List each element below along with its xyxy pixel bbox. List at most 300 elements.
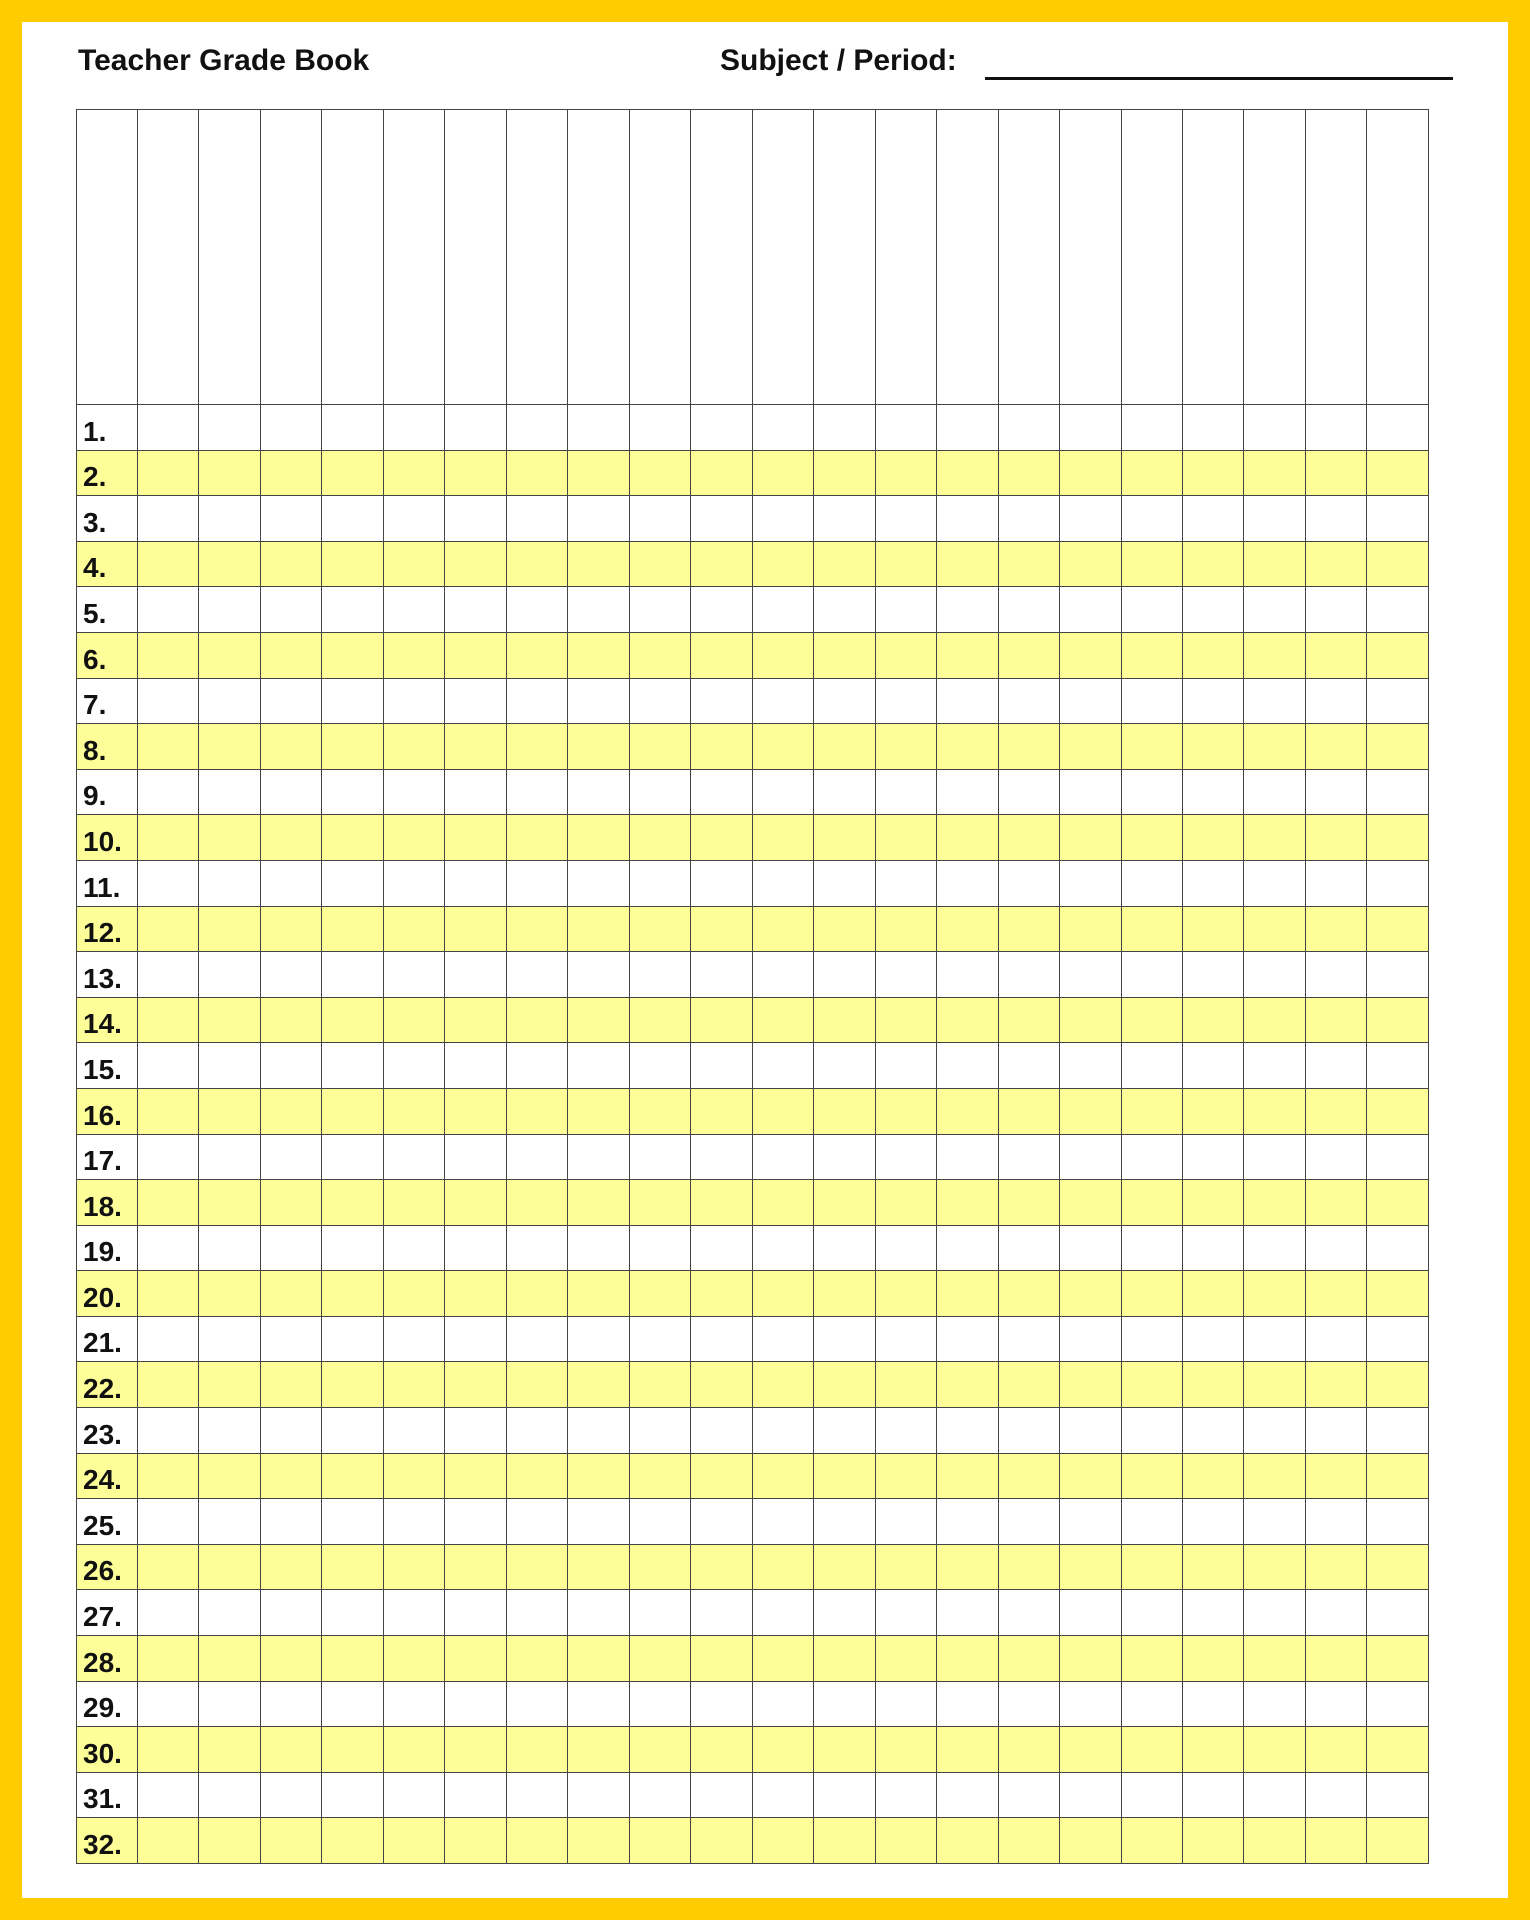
grade-cell[interactable] [1182, 1636, 1243, 1682]
grade-cell[interactable] [322, 952, 383, 998]
grade-cell[interactable] [138, 1180, 199, 1226]
grade-cell[interactable] [629, 724, 690, 770]
grade-cell[interactable] [322, 496, 383, 542]
grade-cell[interactable] [199, 450, 260, 496]
grade-cell[interactable] [752, 1271, 813, 1317]
grade-cell[interactable] [506, 997, 567, 1043]
grade-cell[interactable] [138, 815, 199, 861]
grade-cell[interactable] [1367, 1408, 1429, 1454]
grade-cell[interactable] [691, 860, 752, 906]
grade-cell[interactable] [383, 541, 444, 587]
grade-cell[interactable] [1121, 1088, 1182, 1134]
grade-cell[interactable] [322, 1453, 383, 1499]
grade-cell[interactable] [1060, 1043, 1121, 1089]
grade-cell[interactable] [998, 632, 1059, 678]
grade-cell[interactable] [875, 678, 936, 724]
grade-cell[interactable] [506, 1225, 567, 1271]
grade-cell[interactable] [1121, 906, 1182, 952]
grade-cell[interactable] [629, 450, 690, 496]
grade-cell[interactable] [1244, 1225, 1305, 1271]
grade-cell[interactable] [1121, 1453, 1182, 1499]
grade-cell[interactable] [260, 1043, 321, 1089]
grade-cell[interactable] [383, 1088, 444, 1134]
grade-cell[interactable] [260, 1088, 321, 1134]
grade-cell[interactable] [138, 1681, 199, 1727]
grade-cell[interactable] [568, 1225, 629, 1271]
grade-cell[interactable] [322, 1134, 383, 1180]
grade-cell[interactable] [568, 1453, 629, 1499]
assignment-header-cell[interactable] [875, 110, 936, 405]
grade-cell[interactable] [322, 1772, 383, 1818]
grade-cell[interactable] [691, 405, 752, 451]
grade-cell[interactable] [1244, 1408, 1305, 1454]
grade-cell[interactable] [506, 678, 567, 724]
grade-cell[interactable] [691, 1772, 752, 1818]
grade-cell[interactable] [260, 1408, 321, 1454]
grade-cell[interactable] [322, 769, 383, 815]
grade-cell[interactable] [506, 906, 567, 952]
grade-cell[interactable] [568, 906, 629, 952]
assignment-header-cell[interactable] [568, 110, 629, 405]
grade-cell[interactable] [752, 1134, 813, 1180]
grade-cell[interactable] [937, 1134, 998, 1180]
grade-cell[interactable] [383, 1590, 444, 1636]
grade-cell[interactable] [1182, 1043, 1243, 1089]
grade-cell[interactable] [138, 632, 199, 678]
grade-cell[interactable] [568, 632, 629, 678]
grade-cell[interactable] [138, 1408, 199, 1454]
grade-cell[interactable] [875, 1727, 936, 1773]
grade-cell[interactable] [322, 405, 383, 451]
grade-cell[interactable] [1060, 1316, 1121, 1362]
grade-cell[interactable] [691, 1408, 752, 1454]
grade-cell[interactable] [322, 541, 383, 587]
grade-cell[interactable] [260, 1818, 321, 1864]
grade-cell[interactable] [1367, 1818, 1429, 1864]
grade-cell[interactable] [629, 860, 690, 906]
grade-cell[interactable] [1244, 496, 1305, 542]
grade-cell[interactable] [260, 1180, 321, 1226]
grade-cell[interactable] [1121, 1636, 1182, 1682]
grade-cell[interactable] [138, 1727, 199, 1773]
grade-cell[interactable] [138, 1271, 199, 1317]
grade-cell[interactable] [199, 1499, 260, 1545]
grade-cell[interactable] [1060, 952, 1121, 998]
assignment-header-cell[interactable] [1244, 110, 1305, 405]
grade-cell[interactable] [875, 496, 936, 542]
grade-cell[interactable] [1060, 860, 1121, 906]
grade-cell[interactable] [1305, 1636, 1366, 1682]
grade-cell[interactable] [814, 860, 875, 906]
grade-cell[interactable] [199, 906, 260, 952]
grade-cell[interactable] [383, 1681, 444, 1727]
grade-cell[interactable] [1060, 815, 1121, 861]
grade-cell[interactable] [506, 1499, 567, 1545]
grade-cell[interactable] [629, 769, 690, 815]
grade-cell[interactable] [138, 678, 199, 724]
grade-cell[interactable] [814, 1590, 875, 1636]
grade-cell[interactable] [199, 1590, 260, 1636]
grade-cell[interactable] [138, 587, 199, 633]
grade-cell[interactable] [1367, 1636, 1429, 1682]
grade-cell[interactable] [1305, 1408, 1366, 1454]
grade-cell[interactable] [1182, 450, 1243, 496]
grade-cell[interactable] [1367, 632, 1429, 678]
grade-cell[interactable] [937, 1590, 998, 1636]
grade-cell[interactable] [752, 906, 813, 952]
grade-cell[interactable] [506, 541, 567, 587]
grade-cell[interactable] [1060, 1772, 1121, 1818]
grade-cell[interactable] [506, 450, 567, 496]
grade-cell[interactable] [260, 1636, 321, 1682]
grade-cell[interactable] [1305, 1681, 1366, 1727]
grade-cell[interactable] [629, 906, 690, 952]
grade-cell[interactable] [445, 1499, 506, 1545]
grade-cell[interactable] [1182, 952, 1243, 998]
grade-cell[interactable] [568, 1544, 629, 1590]
grade-cell[interactable] [998, 1225, 1059, 1271]
grade-cell[interactable] [1121, 405, 1182, 451]
grade-cell[interactable] [629, 1271, 690, 1317]
grade-cell[interactable] [260, 1590, 321, 1636]
grade-cell[interactable] [752, 1772, 813, 1818]
grade-cell[interactable] [1060, 1453, 1121, 1499]
grade-cell[interactable] [1121, 1590, 1182, 1636]
grade-cell[interactable] [445, 1590, 506, 1636]
grade-cell[interactable] [1305, 1590, 1366, 1636]
grade-cell[interactable] [383, 906, 444, 952]
grade-cell[interactable] [875, 1636, 936, 1682]
grade-cell[interactable] [1305, 860, 1366, 906]
grade-cell[interactable] [875, 769, 936, 815]
grade-cell[interactable] [998, 1772, 1059, 1818]
grade-cell[interactable] [445, 1681, 506, 1727]
grade-cell[interactable] [1060, 496, 1121, 542]
grade-cell[interactable] [1244, 860, 1305, 906]
grade-cell[interactable] [1182, 1134, 1243, 1180]
assignment-header-cell[interactable] [260, 110, 321, 405]
grade-cell[interactable] [1182, 1362, 1243, 1408]
grade-cell[interactable] [322, 1590, 383, 1636]
assignment-header-cell[interactable] [1367, 110, 1429, 405]
grade-cell[interactable] [1060, 1225, 1121, 1271]
grade-cell[interactable] [814, 1772, 875, 1818]
grade-cell[interactable] [445, 1043, 506, 1089]
grade-cell[interactable] [629, 678, 690, 724]
grade-cell[interactable] [506, 860, 567, 906]
grade-cell[interactable] [260, 632, 321, 678]
grade-cell[interactable] [568, 952, 629, 998]
grade-cell[interactable] [383, 952, 444, 998]
grade-cell[interactable] [1060, 1499, 1121, 1545]
grade-cell[interactable] [814, 1180, 875, 1226]
grade-cell[interactable] [1305, 1043, 1366, 1089]
grade-cell[interactable] [260, 1225, 321, 1271]
grade-cell[interactable] [1060, 450, 1121, 496]
grade-cell[interactable] [568, 1499, 629, 1545]
grade-cell[interactable] [1244, 1727, 1305, 1773]
grade-cell[interactable] [260, 1134, 321, 1180]
grade-cell[interactable] [629, 952, 690, 998]
grade-cell[interactable] [260, 1544, 321, 1590]
grade-cell[interactable] [199, 1271, 260, 1317]
grade-cell[interactable] [1182, 1088, 1243, 1134]
grade-cell[interactable] [752, 587, 813, 633]
grade-cell[interactable] [1060, 769, 1121, 815]
grade-cell[interactable] [752, 632, 813, 678]
grade-cell[interactable] [383, 1316, 444, 1362]
grade-cell[interactable] [138, 769, 199, 815]
grade-cell[interactable] [814, 1362, 875, 1408]
grade-cell[interactable] [1305, 1088, 1366, 1134]
grade-cell[interactable] [937, 952, 998, 998]
grade-cell[interactable] [568, 1590, 629, 1636]
grade-cell[interactable] [937, 1636, 998, 1682]
assignment-header-cell[interactable] [383, 110, 444, 405]
grade-cell[interactable] [629, 587, 690, 633]
grade-cell[interactable] [875, 587, 936, 633]
grade-cell[interactable] [1305, 997, 1366, 1043]
grade-cell[interactable] [1121, 587, 1182, 633]
grade-cell[interactable] [199, 678, 260, 724]
grade-cell[interactable] [1367, 1681, 1429, 1727]
grade-cell[interactable] [814, 815, 875, 861]
grade-cell[interactable] [937, 1088, 998, 1134]
grade-cell[interactable] [998, 1499, 1059, 1545]
grade-cell[interactable] [937, 1180, 998, 1226]
grade-cell[interactable] [1182, 678, 1243, 724]
grade-cell[interactable] [937, 450, 998, 496]
assignment-header-cell[interactable] [506, 110, 567, 405]
grade-cell[interactable] [383, 724, 444, 770]
grade-cell[interactable] [629, 1772, 690, 1818]
grade-cell[interactable] [383, 860, 444, 906]
grade-cell[interactable] [937, 496, 998, 542]
grade-cell[interactable] [260, 1727, 321, 1773]
grade-cell[interactable] [1182, 496, 1243, 542]
grade-cell[interactable] [1367, 997, 1429, 1043]
grade-cell[interactable] [568, 1134, 629, 1180]
grade-cell[interactable] [260, 769, 321, 815]
grade-cell[interactable] [814, 724, 875, 770]
grade-cell[interactable] [138, 1590, 199, 1636]
grade-cell[interactable] [445, 1772, 506, 1818]
grade-cell[interactable] [506, 1818, 567, 1864]
grade-cell[interactable] [1244, 1271, 1305, 1317]
grade-cell[interactable] [814, 906, 875, 952]
grade-cell[interactable] [1121, 860, 1182, 906]
grade-cell[interactable] [1367, 405, 1429, 451]
grade-cell[interactable] [445, 952, 506, 998]
grade-cell[interactable] [1244, 1818, 1305, 1864]
grade-cell[interactable] [1060, 1818, 1121, 1864]
grade-cell[interactable] [1182, 1544, 1243, 1590]
grade-cell[interactable] [199, 1134, 260, 1180]
grade-cell[interactable] [199, 1362, 260, 1408]
grade-cell[interactable] [568, 1636, 629, 1682]
grade-cell[interactable] [691, 541, 752, 587]
grade-cell[interactable] [1121, 769, 1182, 815]
grade-cell[interactable] [1305, 1225, 1366, 1271]
grade-cell[interactable] [199, 1453, 260, 1499]
grade-cell[interactable] [998, 769, 1059, 815]
grade-cell[interactable] [629, 632, 690, 678]
grade-cell[interactable] [875, 1408, 936, 1454]
grade-cell[interactable] [199, 632, 260, 678]
grade-cell[interactable] [1305, 1818, 1366, 1864]
grade-cell[interactable] [691, 1727, 752, 1773]
grade-cell[interactable] [1367, 769, 1429, 815]
grade-cell[interactable] [752, 1544, 813, 1590]
grade-cell[interactable] [199, 1636, 260, 1682]
grade-cell[interactable] [752, 1453, 813, 1499]
grade-cell[interactable] [1367, 1088, 1429, 1134]
grade-cell[interactable] [445, 1453, 506, 1499]
grade-cell[interactable] [445, 1544, 506, 1590]
grade-cell[interactable] [752, 1681, 813, 1727]
grade-cell[interactable] [875, 1818, 936, 1864]
grade-cell[interactable] [260, 906, 321, 952]
grade-cell[interactable] [506, 1453, 567, 1499]
grade-cell[interactable] [138, 496, 199, 542]
grade-cell[interactable] [691, 1544, 752, 1590]
grade-cell[interactable] [998, 724, 1059, 770]
grade-cell[interactable] [322, 1043, 383, 1089]
grade-cell[interactable] [814, 587, 875, 633]
assignment-header-cell[interactable] [937, 110, 998, 405]
grade-cell[interactable] [629, 1225, 690, 1271]
grade-cell[interactable] [875, 1681, 936, 1727]
grade-cell[interactable] [875, 1590, 936, 1636]
grade-cell[interactable] [445, 1316, 506, 1362]
grade-cell[interactable] [998, 1818, 1059, 1864]
grade-cell[interactable] [568, 1088, 629, 1134]
grade-cell[interactable] [937, 815, 998, 861]
grade-cell[interactable] [1060, 632, 1121, 678]
grade-cell[interactable] [752, 1727, 813, 1773]
grade-cell[interactable] [383, 1408, 444, 1454]
grade-cell[interactable] [506, 587, 567, 633]
grade-cell[interactable] [875, 1316, 936, 1362]
grade-cell[interactable] [691, 1225, 752, 1271]
grade-cell[interactable] [998, 541, 1059, 587]
grade-cell[interactable] [1060, 678, 1121, 724]
grade-cell[interactable] [1367, 541, 1429, 587]
grade-cell[interactable] [1121, 678, 1182, 724]
grade-cell[interactable] [937, 1453, 998, 1499]
grade-cell[interactable] [138, 952, 199, 998]
grade-cell[interactable] [937, 1727, 998, 1773]
grade-cell[interactable] [1060, 1636, 1121, 1682]
grade-cell[interactable] [629, 997, 690, 1043]
grade-cell[interactable] [1244, 632, 1305, 678]
grade-cell[interactable] [937, 405, 998, 451]
grade-cell[interactable] [1121, 815, 1182, 861]
grade-cell[interactable] [568, 1180, 629, 1226]
grade-cell[interactable] [937, 769, 998, 815]
grade-cell[interactable] [1121, 541, 1182, 587]
grade-cell[interactable] [1121, 1408, 1182, 1454]
grade-cell[interactable] [138, 1544, 199, 1590]
grade-cell[interactable] [629, 1453, 690, 1499]
grade-cell[interactable] [260, 724, 321, 770]
grade-cell[interactable] [568, 997, 629, 1043]
grade-cell[interactable] [199, 1043, 260, 1089]
grade-cell[interactable] [260, 541, 321, 587]
grade-cell[interactable] [1121, 1134, 1182, 1180]
grade-cell[interactable] [1244, 1180, 1305, 1226]
grade-cell[interactable] [322, 815, 383, 861]
grade-cell[interactable] [445, 1225, 506, 1271]
grade-cell[interactable] [1367, 1362, 1429, 1408]
grade-cell[interactable] [1182, 541, 1243, 587]
grade-cell[interactable] [568, 1772, 629, 1818]
grade-cell[interactable] [445, 1134, 506, 1180]
grade-cell[interactable] [691, 1088, 752, 1134]
grade-cell[interactable] [506, 632, 567, 678]
grade-cell[interactable] [1182, 1225, 1243, 1271]
grade-cell[interactable] [506, 1316, 567, 1362]
grade-cell[interactable] [998, 1408, 1059, 1454]
grade-cell[interactable] [322, 1636, 383, 1682]
grade-cell[interactable] [875, 1180, 936, 1226]
grade-cell[interactable] [998, 1681, 1059, 1727]
grade-cell[interactable] [1182, 997, 1243, 1043]
grade-cell[interactable] [998, 1590, 1059, 1636]
grade-cell[interactable] [1244, 952, 1305, 998]
grade-cell[interactable] [691, 1316, 752, 1362]
grade-cell[interactable] [322, 1681, 383, 1727]
grade-cell[interactable] [506, 1681, 567, 1727]
grade-cell[interactable] [506, 1362, 567, 1408]
grade-cell[interactable] [875, 1499, 936, 1545]
grade-cell[interactable] [998, 450, 1059, 496]
grade-cell[interactable] [1121, 632, 1182, 678]
grade-cell[interactable] [998, 815, 1059, 861]
grade-cell[interactable] [875, 1134, 936, 1180]
grade-cell[interactable] [1367, 1544, 1429, 1590]
grade-cell[interactable] [1121, 1544, 1182, 1590]
grade-cell[interactable] [875, 1043, 936, 1089]
grade-cell[interactable] [506, 724, 567, 770]
grade-cell[interactable] [138, 997, 199, 1043]
grade-cell[interactable] [1244, 405, 1305, 451]
grade-cell[interactable] [568, 1271, 629, 1317]
grade-cell[interactable] [629, 815, 690, 861]
grade-cell[interactable] [506, 1772, 567, 1818]
grade-cell[interactable] [691, 1043, 752, 1089]
grade-cell[interactable] [691, 1180, 752, 1226]
grade-cell[interactable] [1060, 1180, 1121, 1226]
grade-cell[interactable] [1367, 1453, 1429, 1499]
grade-cell[interactable] [1121, 1271, 1182, 1317]
grade-cell[interactable] [691, 632, 752, 678]
grade-cell[interactable] [383, 1134, 444, 1180]
grade-cell[interactable] [199, 587, 260, 633]
grade-cell[interactable] [1367, 1772, 1429, 1818]
grade-cell[interactable] [383, 1499, 444, 1545]
grade-cell[interactable] [691, 1818, 752, 1864]
grade-cell[interactable] [629, 405, 690, 451]
grade-cell[interactable] [998, 1636, 1059, 1682]
assignment-header-cell[interactable] [752, 110, 813, 405]
grade-cell[interactable] [383, 1772, 444, 1818]
grade-cell[interactable] [1121, 1499, 1182, 1545]
grade-cell[interactable] [138, 860, 199, 906]
grade-cell[interactable] [199, 769, 260, 815]
grade-cell[interactable] [445, 1636, 506, 1682]
grade-cell[interactable] [199, 541, 260, 587]
